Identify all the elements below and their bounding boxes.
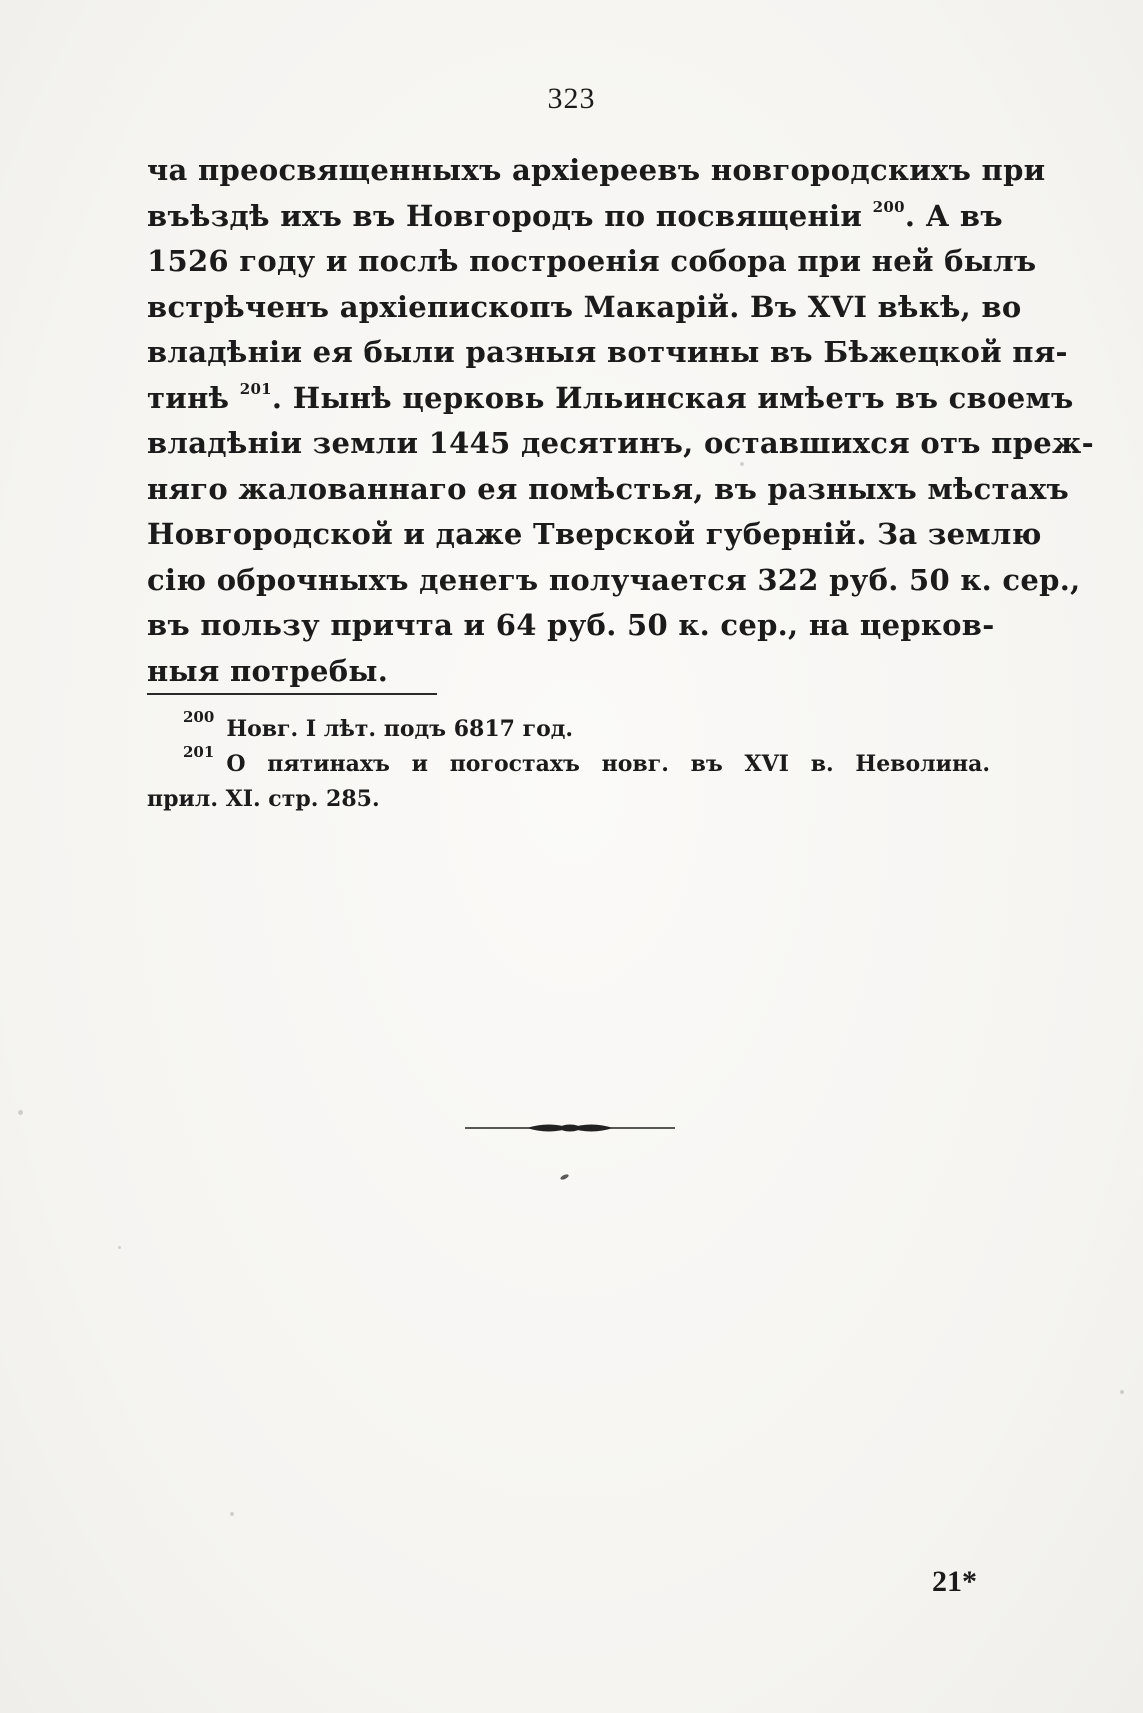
footnote: $^{200}$ Новг. I лѣт. подъ 6817 год. <box>183 708 574 742</box>
paper-speck <box>740 462 744 466</box>
paper-speck <box>560 1173 570 1180</box>
footnote-divider <box>147 693 437 695</box>
text-line: встрѣченъ архіепископъ Макарій. Въ XVI вѣкѣ, во <box>147 289 1022 324</box>
text-line: владѣніи ея были разныя вотчины въ Бѣжецкой пя- <box>147 335 1068 369</box>
footnote-ref[interactable]: 200 <box>872 197 905 216</box>
page-number: 323 <box>547 82 596 115</box>
text-line: ныя потребы. <box>147 653 389 688</box>
footnote-ref[interactable]: 201 <box>239 379 272 398</box>
main-text <box>147 148 1094 694</box>
text-line: тинѣ $^{201}$. Нынѣ церковь Ильинская имѣетъ въ своемъ <box>147 379 1074 415</box>
ornament-divider <box>465 1118 675 1138</box>
footnote: $^{201}$ О пятинахъ и погостахъ новг. въ XVI в. Неволина. <box>183 743 990 777</box>
paper-speck <box>230 1512 234 1516</box>
paper-speck <box>118 1246 121 1249</box>
text-line: въѣздѣ ихъ въ Новгородъ по посвященіи $^{200}$. А въ <box>147 197 1003 233</box>
text-line: въ пользу причта и 64 руб. 50 к. сер., на церков- <box>147 608 995 642</box>
signature-mark: 21* <box>932 1565 977 1598</box>
footnotes <box>147 708 990 817</box>
text-line: Новгородской и даже Тверской губерній. За землю <box>147 517 1042 551</box>
text-line: няго жалованнаго ея помѣстья, въ разныхъ мѣстахъ <box>147 471 1070 506</box>
footnote-continuation: прил. XI. стр. 285. <box>147 786 380 812</box>
text-line: 1526 году и послѣ построенія собора при ней былъ <box>147 244 1037 278</box>
paper-speck <box>1120 1390 1124 1394</box>
text-line: сію оброчныхъ денегъ получается 322 руб. 50 к. сер., <box>147 562 1081 597</box>
text-line: ча преосвященныхъ архіереевъ новгородскихъ при <box>147 153 1046 187</box>
text-line: владѣніи земли 1445 десятинъ, оставшихся отъ преж- <box>147 426 1094 460</box>
paper-speck <box>18 1110 23 1115</box>
